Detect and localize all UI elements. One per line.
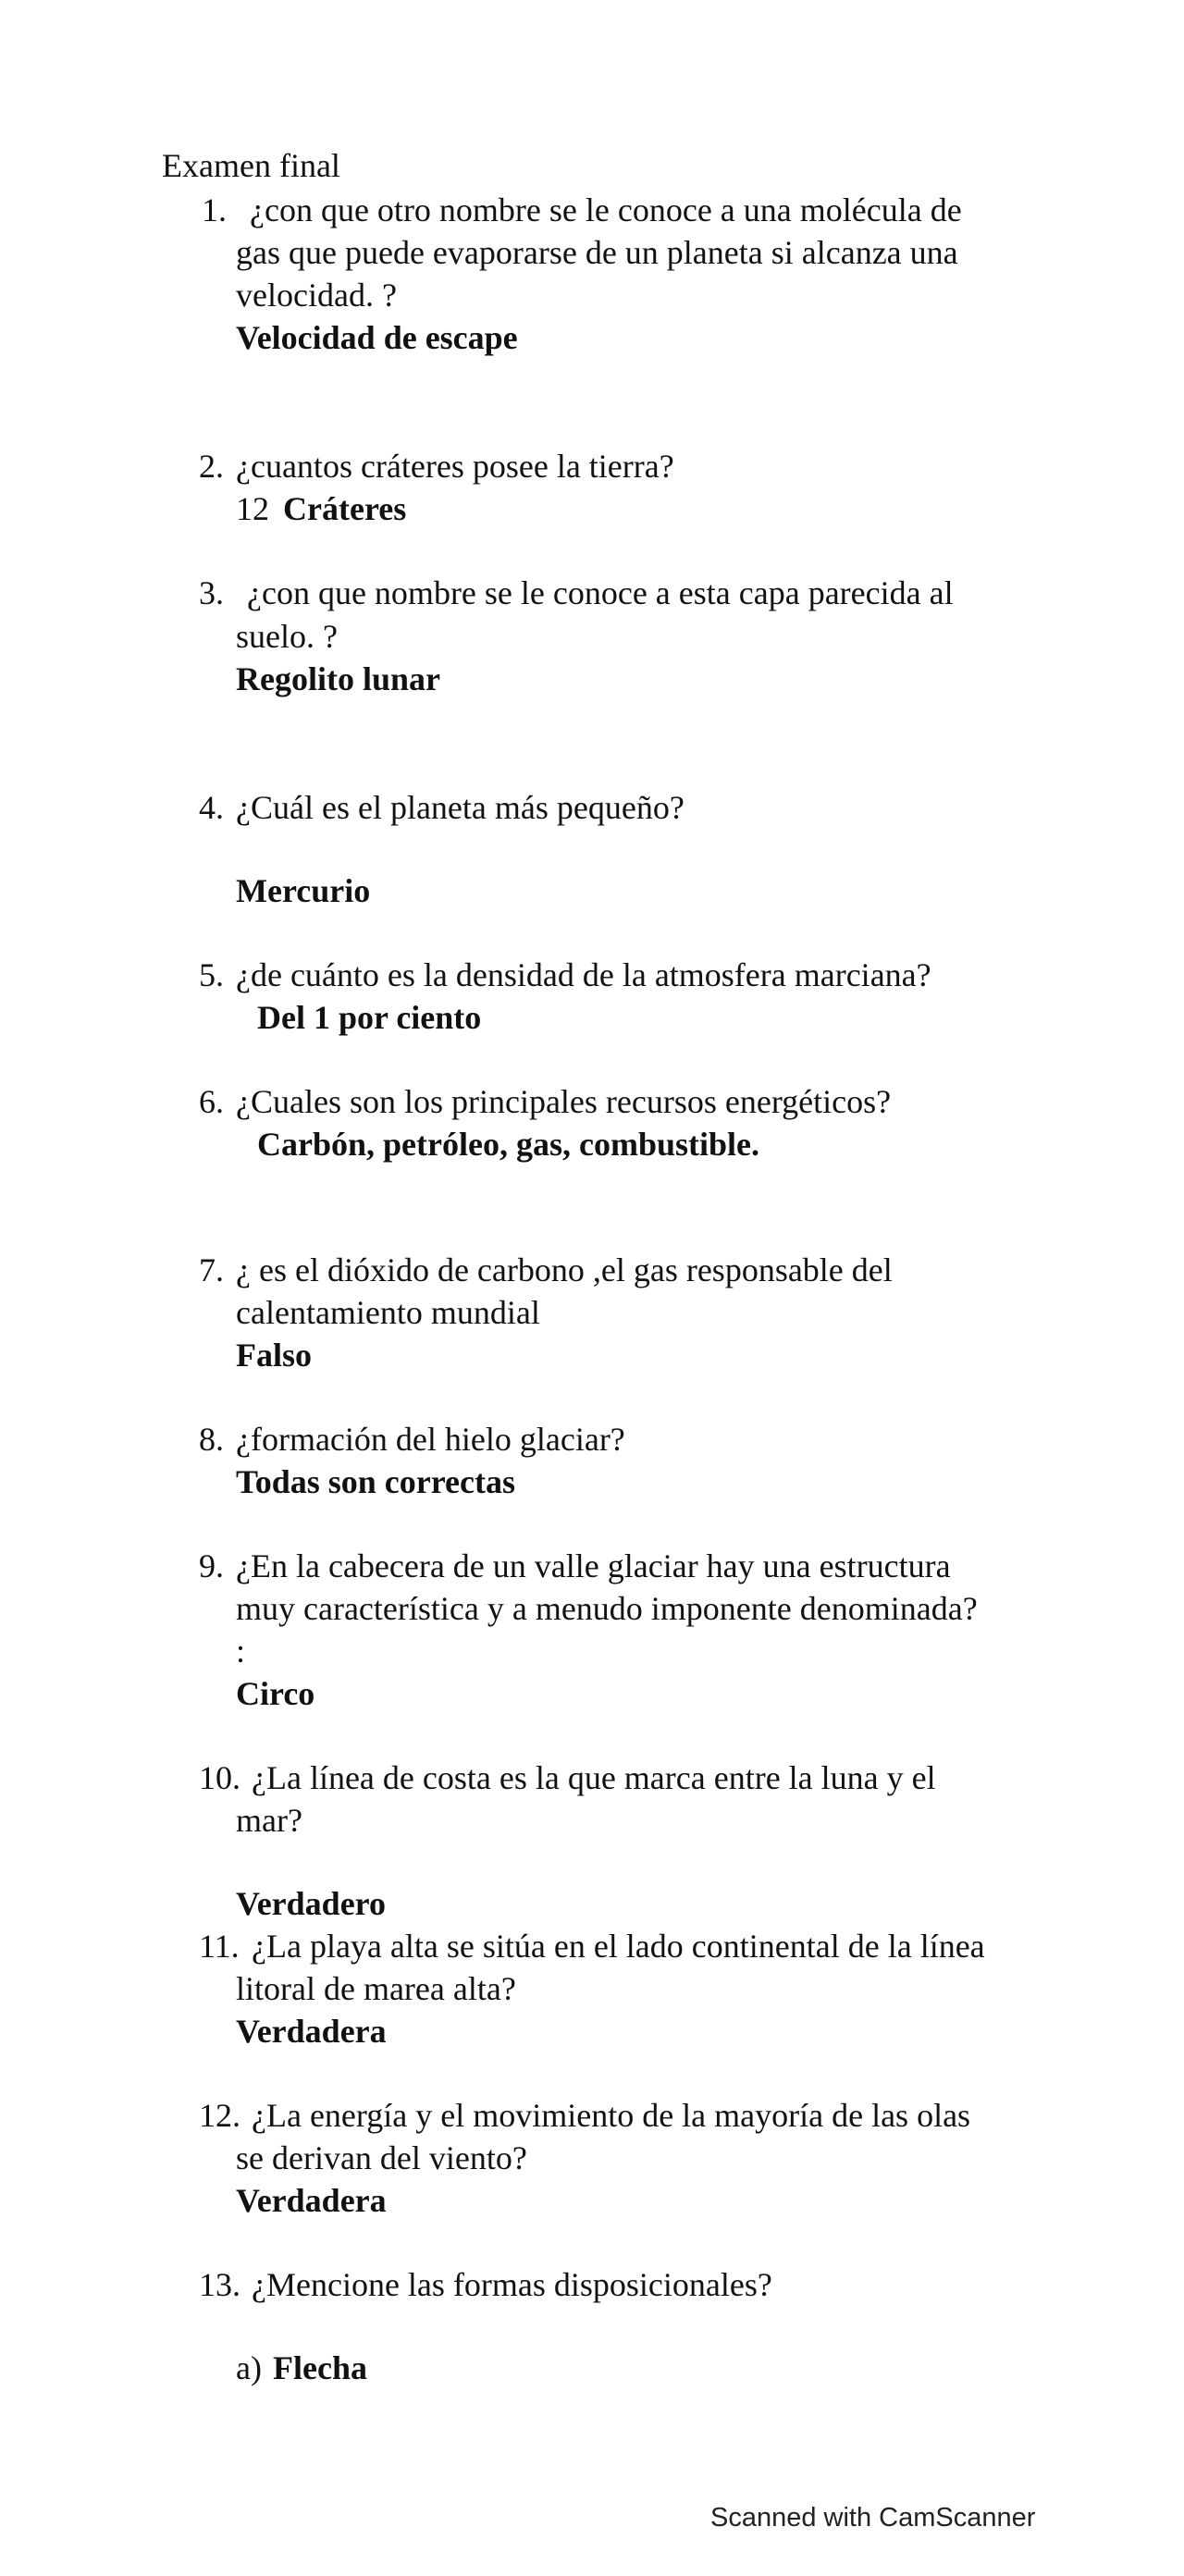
- question-10-line-2: mar?: [236, 1802, 302, 1839]
- question-1-answer: Velocidad de escape: [236, 319, 518, 356]
- question-8-answer: Todas son correctas: [236, 1463, 516, 1500]
- question-13-number: 13.: [199, 2266, 240, 2303]
- question-2-answer-prefix: 12: [236, 490, 269, 527]
- question-1-line-1: ¿con que otro nombre se le conoce a una molécula de: [250, 191, 962, 228]
- question-10-answer: Verdadero: [236, 1885, 386, 1922]
- question-7-answer: Falso: [236, 1337, 313, 1374]
- question-13-line-1: ¿Mencione las formas disposicionales?: [252, 2266, 772, 2303]
- question-10-number: 10.: [199, 1759, 240, 1796]
- question-8-number: 8.: [199, 1421, 224, 1458]
- question-2-line-1: ¿cuantos cráteres posee la tierra?: [236, 448, 674, 485]
- question-11-number: 11.: [199, 1928, 240, 1965]
- question-3-number: 3.: [199, 574, 224, 611]
- question-6-line-1: ¿Cuales son los principales recursos energéticos?: [236, 1083, 892, 1120]
- question-7-line-2: calentamiento mundial: [236, 1294, 540, 1331]
- question-8-line-1: ¿formación del hielo glaciar?: [236, 1421, 625, 1458]
- question-6-number: 6.: [199, 1083, 224, 1120]
- question-13-answer: Flecha: [273, 2349, 367, 2386]
- question-1-line-2: gas que puede evaporarse de un planeta si alcanza una: [236, 234, 958, 271]
- question-2-answer: Cráteres: [283, 490, 407, 527]
- question-2-number: 2.: [199, 448, 224, 485]
- question-9-answer: Circo: [236, 1675, 315, 1712]
- question-5-line-1: ¿de cuánto es la densidad de la atmosfera marciana?: [236, 956, 931, 993]
- question-13-answer-prefix: a): [236, 2349, 262, 2386]
- question-9-line-2: muy característica y a menudo imponente denominada?: [236, 1590, 978, 1627]
- question-3-line-2: suelo. ?: [236, 618, 338, 655]
- scanner-watermark: Scanned with CamScanner: [710, 2503, 1036, 2533]
- question-1-number: 1.: [202, 191, 227, 228]
- question-11-line-1: ¿La playa alta se sitúa en el lado continental de la línea: [252, 1928, 985, 1965]
- question-5-number: 5.: [199, 956, 224, 993]
- question-10-line-1: ¿La línea de costa es la que marca entre la luna y el: [252, 1759, 936, 1796]
- question-3-line-1: ¿con que nombre se le conoce a esta capa parecida al: [247, 574, 954, 611]
- question-9-line-1: ¿En la cabecera de un valle glaciar hay una estructura: [236, 1547, 951, 1584]
- document-title: Examen final: [162, 147, 340, 184]
- question-6-answer: Carbón, petróleo, gas, combustible.: [257, 1126, 759, 1163]
- question-5-answer: Del 1 por ciento: [257, 999, 482, 1036]
- question-7-number: 7.: [199, 1251, 224, 1288]
- question-9-line-3: :: [236, 1633, 246, 1670]
- question-11-answer: Verdadera: [236, 2013, 387, 2050]
- question-7-line-1: ¿ es el dióxido de carbono ,el gas responsable del: [236, 1251, 893, 1288]
- question-11-line-2: litoral de marea alta?: [236, 1970, 516, 2007]
- question-12-answer: Verdadera: [236, 2182, 387, 2219]
- question-4-number: 4.: [199, 789, 224, 826]
- question-12-line-1: ¿La energía y el movimiento de la mayoría de las olas: [252, 2097, 971, 2134]
- question-1-line-3: velocidad. ?: [236, 277, 397, 314]
- question-3-answer: Regolito lunar: [236, 660, 440, 697]
- question-4-answer: Mercurio: [236, 872, 371, 909]
- question-4-line-1: ¿Cuál es el planeta más pequeño?: [236, 789, 684, 826]
- question-9-number: 9.: [199, 1547, 224, 1584]
- question-12-number: 12.: [199, 2097, 240, 2134]
- question-12-line-2: se derivan del viento?: [236, 2139, 527, 2176]
